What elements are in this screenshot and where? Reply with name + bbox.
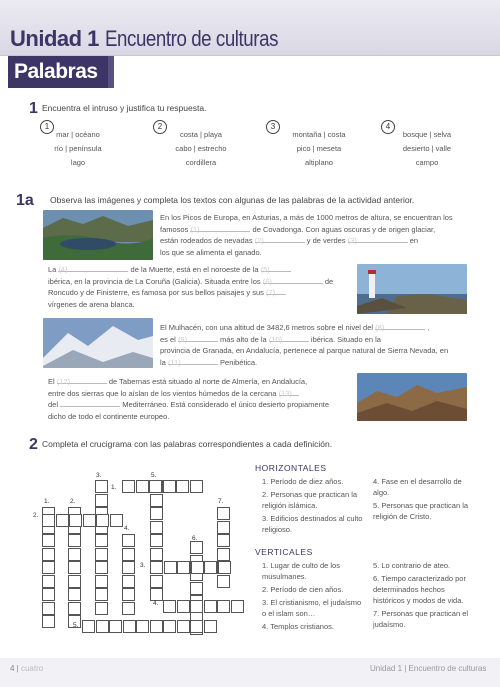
crossword-cell[interactable]	[217, 521, 230, 534]
crossword-cell[interactable]	[163, 620, 176, 633]
crossword-cell[interactable]	[150, 620, 163, 633]
crossword-number: 3.	[140, 562, 146, 569]
crossword-cell[interactable]	[204, 620, 217, 633]
unit-title: Unidad 1 Encuentro de culturas	[10, 26, 278, 51]
crossword-cell[interactable]	[123, 620, 136, 633]
crossword-cell[interactable]	[204, 600, 217, 613]
paragraph-coast: La (4) de la Muerte, está en el noroeste de la (5) ibérica, en la provincia de La Coruña (Galicia). Situada entre los (6) de Roncudo y de Finisterre, es famosa por sus bellos paisajes y sus (7) vírgenes de arena blanca.	[48, 265, 334, 309]
crossword-cell[interactable]	[217, 600, 230, 613]
crossword-cell[interactable]	[122, 480, 135, 493]
horizontal-defs-left: 1. Período de diez años. 2. Personas que practican la religión islámica. 3. Edificios destinados al culto religioso.	[262, 477, 363, 534]
crossword-cell[interactable]	[122, 602, 135, 615]
crossword-number: 6.	[192, 535, 198, 542]
crossword-number: 5.	[151, 472, 157, 479]
crossword-cell[interactable]	[231, 600, 244, 613]
crossword-cell[interactable]	[95, 548, 108, 561]
group-number: 4	[381, 120, 395, 134]
crossword-cell[interactable]	[122, 588, 135, 601]
page-number: 4 | cuatro	[10, 664, 44, 673]
exercise-instruction: Encuentra el intruso y justifica tu respuesta.	[42, 103, 207, 113]
crossword-number: 4.	[124, 525, 130, 532]
crossword-cell[interactable]	[42, 615, 55, 628]
crossword-cell[interactable]	[95, 480, 108, 493]
crossword-cell[interactable]	[163, 600, 176, 613]
crossword-cell[interactable]	[122, 575, 135, 588]
crossword-cell[interactable]	[136, 480, 149, 493]
crossword-cell[interactable]	[68, 534, 81, 547]
crossword-cell[interactable]	[95, 575, 108, 588]
crossword-cell[interactable]	[150, 534, 163, 547]
crossword-cell[interactable]	[217, 548, 230, 561]
exercise-number: 1a	[16, 192, 34, 209]
crossword-cell[interactable]	[42, 514, 55, 527]
crossword-cell[interactable]	[122, 534, 135, 547]
crossword-cell[interactable]	[68, 575, 81, 588]
crossword-cell[interactable]	[82, 620, 95, 633]
crossword-number: 1.	[111, 484, 117, 491]
crossword-cell[interactable]	[190, 582, 203, 595]
crossword-cell[interactable]	[95, 494, 108, 507]
crossword-cell[interactable]	[83, 514, 96, 527]
crossword-cell[interactable]	[95, 588, 108, 601]
crossword-cell[interactable]	[164, 561, 177, 574]
crossword-cell[interactable]	[177, 620, 190, 633]
vertical-title: VERTICALES	[255, 547, 313, 557]
crossword-cell[interactable]	[177, 561, 190, 574]
crossword-cell[interactable]	[150, 494, 163, 507]
crossword-number: 3.	[96, 472, 102, 479]
crossword-cell[interactable]	[68, 602, 81, 615]
paragraph-desert: El (12) de Tabernas está situado al norte de Almería, en Andalucía, entre dos sierras que lo aíslan de los vientos húmedos de la cercana (13) del Mediterráneo. Está considerado el único desierto propiamente dicho de todo el continente europeo.	[48, 377, 329, 421]
crossword-cell[interactable]	[177, 600, 190, 613]
crossword-cell[interactable]	[95, 602, 108, 615]
crossword-cell[interactable]	[96, 514, 109, 527]
crossword-cell[interactable]	[109, 620, 122, 633]
crossword-cell[interactable]	[163, 480, 176, 493]
crossword-cell[interactable]	[150, 575, 163, 588]
crossword-cell[interactable]	[191, 561, 204, 574]
group-number: 2	[153, 120, 167, 134]
paragraph-mountain: El Mulhacén, con una altitud de 3482,6 metros sobre el nivel del (8) , es el (9) más alto de la (10) ibérica. Situado en la provincia de Granada, en Andalucía, pertenece al parque natural de Sierra Nevada, en la (11) Penibética.	[160, 323, 449, 367]
word-group: bosque | selva desierto | valle campo	[402, 130, 452, 167]
horizontal-defs-right: 4. Fase en el desarrollo de algo. 5. Personas que practican la religión de Cristo.	[373, 477, 469, 521]
crossword-cell[interactable]	[42, 534, 55, 547]
word-group: montaña | costa pico | meseta altiplano	[292, 130, 346, 167]
crossword-cell[interactable]	[176, 480, 189, 493]
vertical-defs-right: 5. Lo contrario de ateo. 6. Tiempo caracterizado por determinados hechos históricos y modos de vida. 7. Personas que practican el judaísmo.	[373, 561, 469, 629]
crossword-cell[interactable]	[122, 548, 135, 561]
crossword-cell[interactable]	[95, 534, 108, 547]
crossword-cell[interactable]	[190, 541, 203, 554]
footer-unit: Unidad 1 | Encuentro de culturas	[370, 664, 487, 673]
crossword-number: 1.	[44, 498, 50, 505]
crossword-cell[interactable]	[136, 620, 149, 633]
exercise-number: 1	[29, 100, 38, 117]
crossword-cell[interactable]	[68, 548, 81, 561]
crossword-cell[interactable]	[42, 588, 55, 601]
crossword-cell[interactable]	[150, 507, 163, 520]
crossword-cell[interactable]	[69, 514, 82, 527]
exercise-instruction: Observa las imágenes y completa los textos con algunas de las palabras de la actividad anterior.	[50, 195, 415, 205]
crossword-cell[interactable]	[68, 561, 81, 574]
crossword-cell[interactable]	[190, 600, 203, 613]
crossword-cell[interactable]	[218, 561, 231, 574]
crossword-number: 4.	[153, 600, 159, 607]
crossword-cell[interactable]	[42, 561, 55, 574]
word-group: mar | océano río | península lago	[54, 130, 102, 167]
crossword-cell[interactable]	[56, 514, 69, 527]
crossword-cell[interactable]	[42, 575, 55, 588]
crossword-cell[interactable]	[149, 480, 162, 493]
crossword-cell[interactable]	[217, 534, 230, 547]
crossword-cell[interactable]	[122, 561, 135, 574]
vertical-defs-left: 1. Lugar de culto de los musulmanes. 2. Período de cien años. 3. El cristianismo, el judaísmo o el islam son… 4. Templos cristianos.	[262, 561, 362, 631]
crossword-cell[interactable]	[96, 620, 109, 633]
crossword-cell[interactable]	[42, 548, 55, 561]
crossword-cell[interactable]	[150, 521, 163, 534]
crossword-number: 7.	[218, 498, 224, 505]
crossword-cell[interactable]	[217, 507, 230, 520]
horizontal-title: HORIZONTALES	[255, 463, 327, 473]
crossword-number: 2.	[70, 498, 76, 505]
crossword-cell[interactable]	[217, 575, 230, 588]
crossword-cell[interactable]	[150, 548, 163, 561]
word-group: costa | playa cabo | estrecho cordillera	[175, 130, 227, 167]
group-number: 1	[40, 120, 54, 134]
group-number: 3	[266, 120, 280, 134]
exercise-instruction: Completa el crucigrama con las palabras correspondientes a cada definición.	[42, 439, 333, 449]
crossword-cell[interactable]	[150, 561, 163, 574]
crossword-cell[interactable]	[95, 561, 108, 574]
crossword-cell[interactable]	[68, 588, 81, 601]
crossword-number: 2.	[33, 512, 39, 519]
crossword-cell[interactable]	[110, 514, 123, 527]
crossword-cell[interactable]	[190, 480, 203, 493]
crossword-cell[interactable]	[42, 602, 55, 615]
paragraph-lakes: En los Picos de Europa, en Asturias, a más de 1000 metros de altura, se encuentran los famosos (1) de Covadonga. Con aguas oscuras y de origen glaciar, están rodeados de nevadas (2) y de verdes (3) en los que se alimenta el ganado.	[160, 213, 453, 257]
section-tag: Palabras	[8, 56, 108, 88]
crossword-number: 5.	[73, 622, 79, 629]
exercise-number: 2	[29, 436, 38, 453]
crossword-cell[interactable]	[190, 620, 203, 633]
crossword-cell[interactable]	[204, 561, 217, 574]
